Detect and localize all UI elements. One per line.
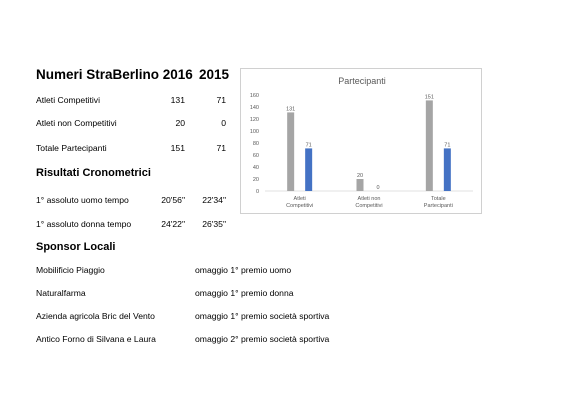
chart-canvas — [241, 69, 483, 215]
sponsor-name: Mobilificio Piaggio — [36, 265, 105, 275]
data-label: 71 — [305, 142, 312, 149]
y-tick-label: 140 — [249, 105, 259, 111]
bar-series-2 — [305, 148, 312, 191]
sponsors-heading: Sponsor Locali — [36, 241, 116, 253]
sponsor-prize: omaggio 1° premio uomo — [195, 265, 292, 275]
stat-label: Atleti non Competitivi — [36, 118, 117, 128]
data-label: 71 — [444, 142, 451, 149]
data-label: 131 — [286, 106, 296, 113]
stat-label: Atleti Competitivi — [36, 95, 100, 105]
x-tick-label: Competitivi — [355, 203, 383, 209]
x-tick-label: Totale — [430, 196, 446, 202]
y-tick-label: 60 — [252, 153, 259, 159]
x-tick-label: Atleti non — [357, 196, 381, 202]
stat-value-2016: 151 — [170, 143, 185, 153]
data-label: 0 — [376, 185, 380, 191]
stat-value-2015: 71 — [216, 143, 226, 153]
y-tick-label: 20 — [252, 177, 259, 183]
page-title: Numeri StraBerlino 2016 — [36, 67, 193, 82]
x-tick-label: Atleti — [293, 196, 306, 202]
y-tick-label: 160 — [249, 93, 259, 99]
participants-chart — [240, 68, 482, 214]
sponsor-prize: omaggio 2° premio società sportiva — [195, 334, 330, 344]
result-time-2016: 20'56" — [161, 195, 185, 205]
data-label: 20 — [356, 173, 364, 179]
chart-title: Partecipanti — [338, 76, 386, 86]
year-2015-heading: 2015 — [199, 67, 230, 82]
y-tick-label: 120 — [249, 117, 259, 123]
bar-series-1 — [357, 179, 364, 191]
result-label: 1° assoluto donna tempo — [36, 219, 132, 229]
y-tick-label: 40 — [252, 165, 259, 171]
results-heading: Risultati Cronometrici — [36, 167, 151, 179]
sponsor-prize: omaggio 1° premio donna — [195, 288, 294, 298]
x-tick-label: Partecipanti — [423, 203, 453, 209]
stat-value-2015: 71 — [216, 95, 226, 105]
result-label: 1° assoluto uomo tempo — [36, 195, 129, 205]
result-time-2015: 26'35" — [202, 219, 226, 229]
result-time-2015: 22'34" — [202, 195, 226, 205]
stat-value-2016: 20 — [175, 118, 185, 128]
result-time-2016: 24'22" — [161, 219, 185, 229]
sponsor-name: Azienda agricola Bric del Vento — [36, 311, 155, 321]
x-tick-label: Competitivi — [286, 203, 314, 209]
bar-series-1 — [287, 112, 294, 191]
bar-series-1 — [426, 100, 433, 191]
stat-value-2016: 131 — [170, 95, 185, 105]
data-label: 151 — [424, 94, 434, 101]
y-tick-label: 100 — [249, 129, 259, 135]
y-tick-label: 80 — [252, 141, 259, 147]
sponsor-name: Antico Forno di Silvana e Laura — [36, 334, 156, 344]
y-tick-label: 0 — [255, 189, 259, 195]
sponsor-prize: omaggio 1° premio società sportiva — [195, 311, 330, 321]
stat-value-2015: 0 — [221, 118, 226, 128]
sponsor-name: Naturalfarma — [36, 288, 86, 298]
bar-series-2 — [444, 148, 451, 191]
stat-label: Totale Partecipanti — [36, 143, 107, 153]
